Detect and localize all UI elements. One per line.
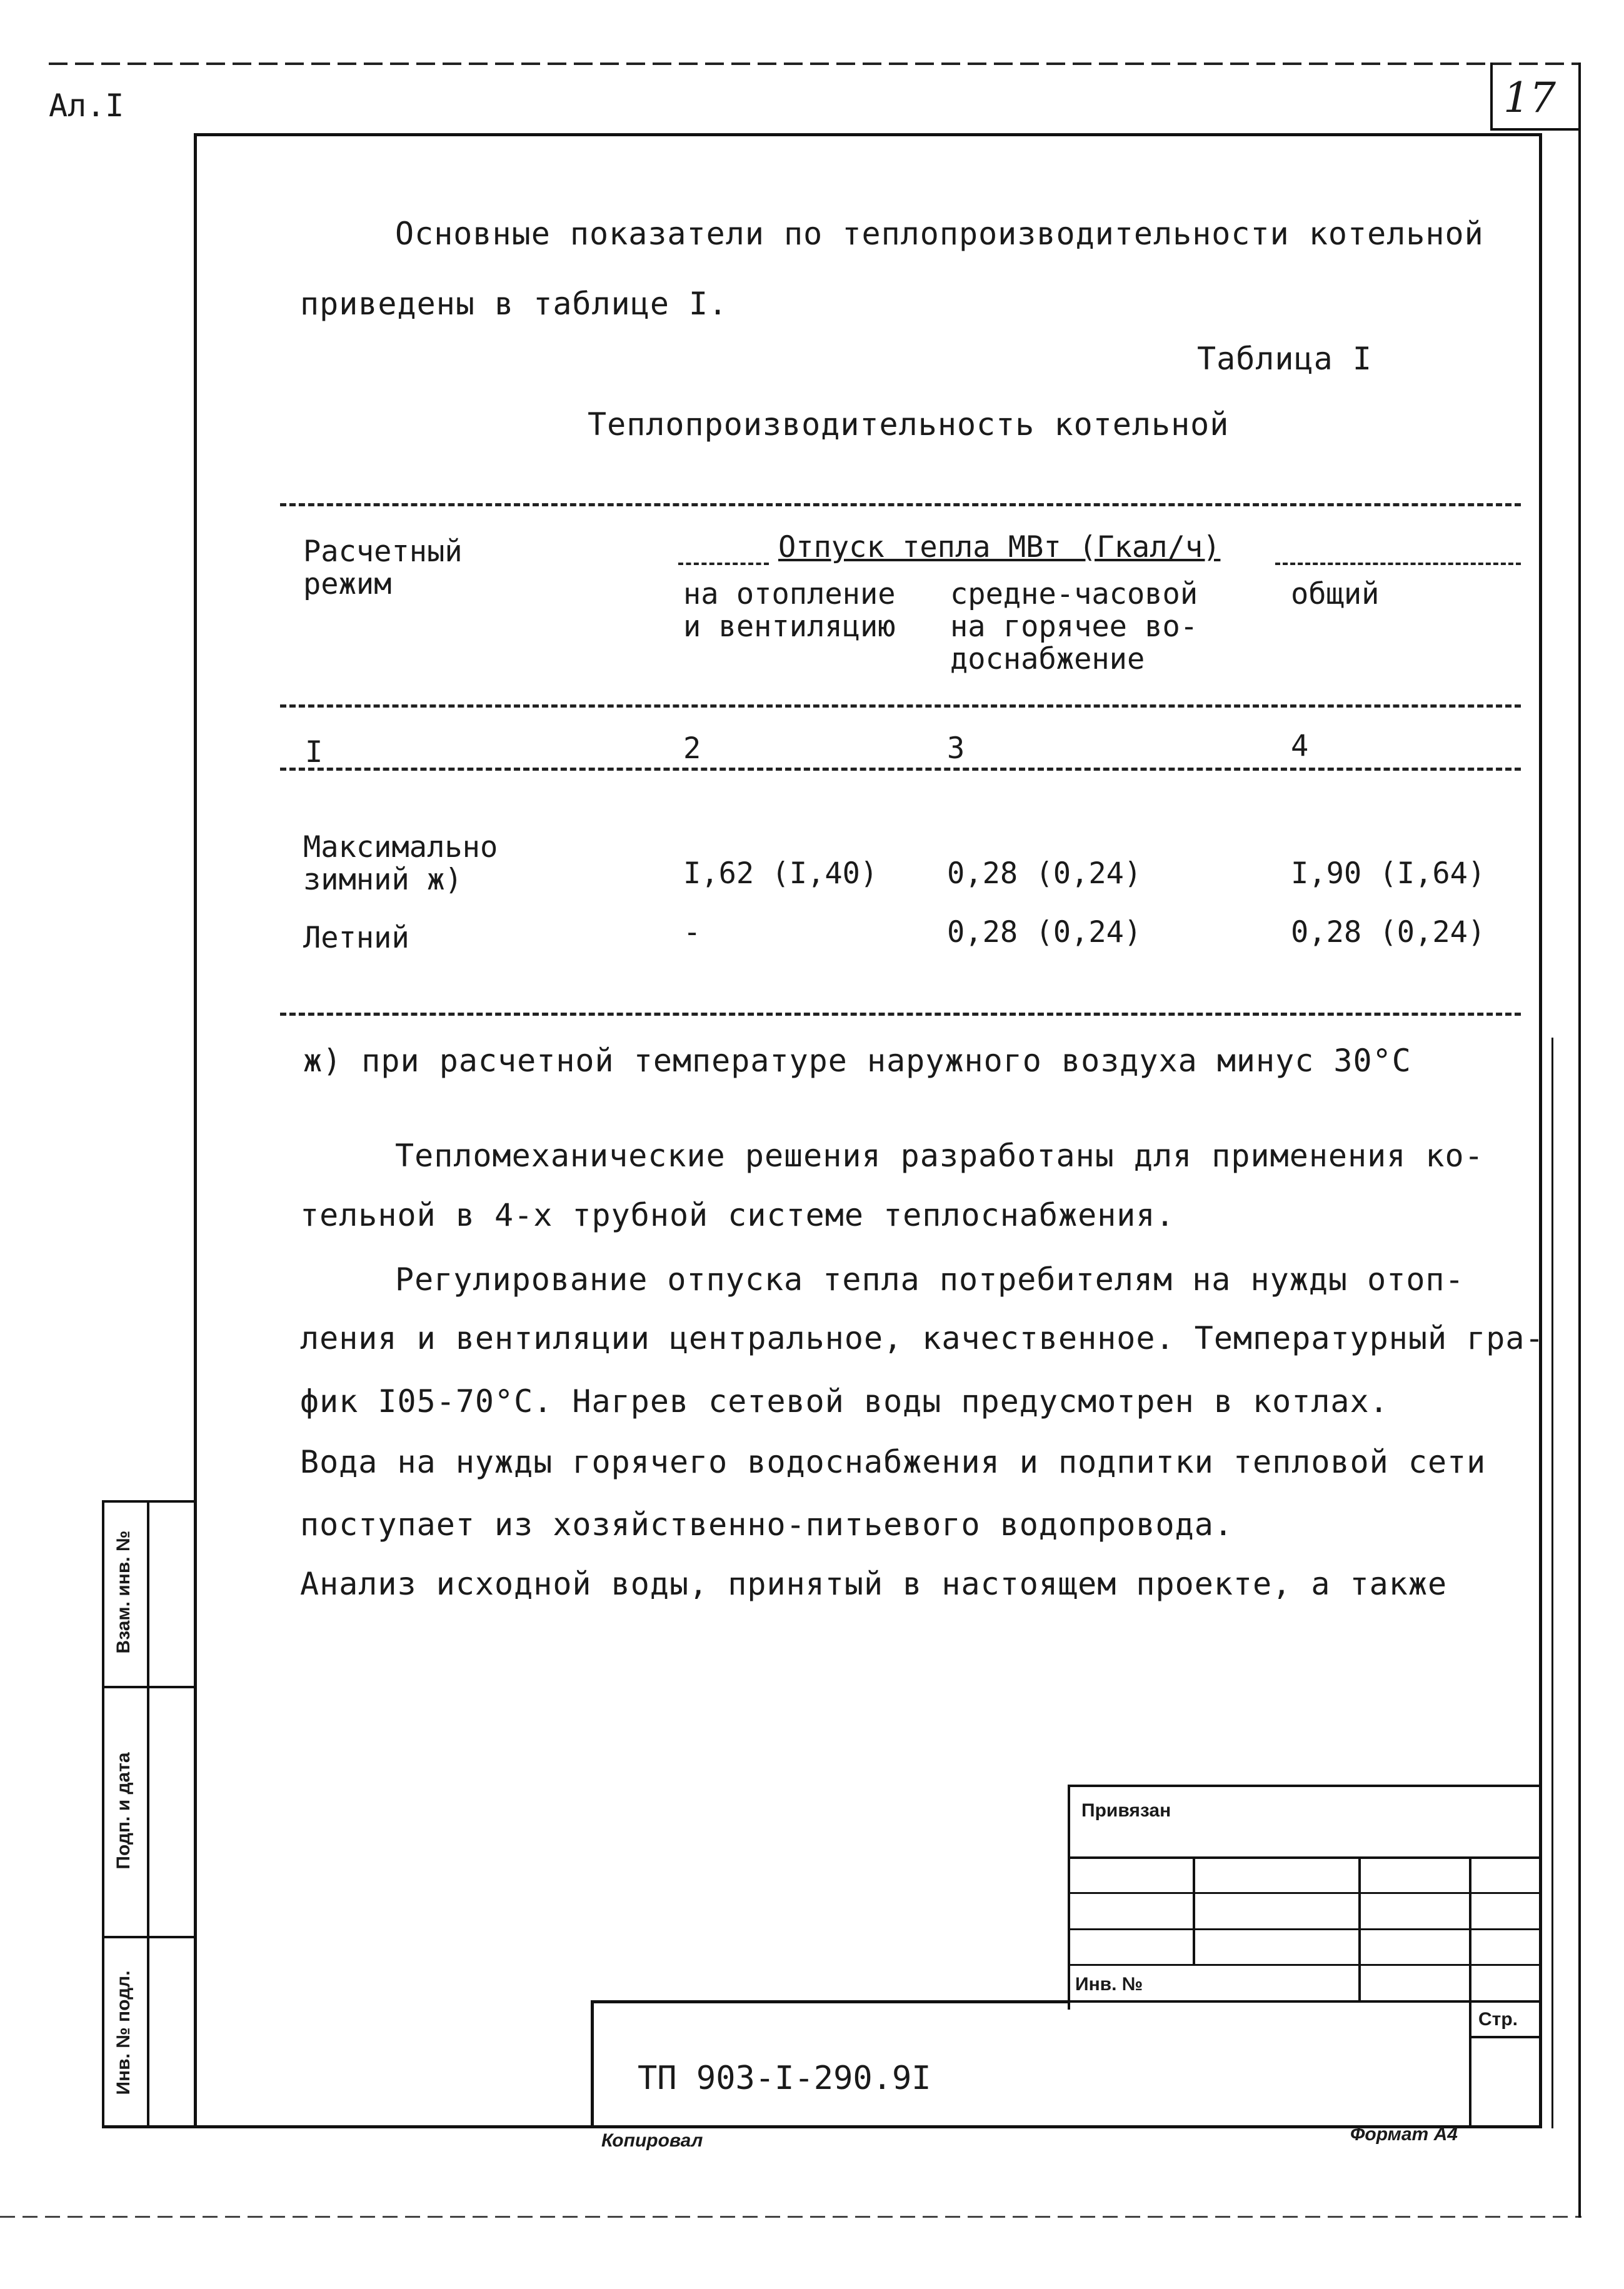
tb-vcol2 (1358, 1856, 1361, 2001)
podp-data-label: Подп. и дата (113, 1752, 134, 1870)
group-header-dash-left (678, 563, 769, 565)
paragraph-line: Анализ исходной воды, принятый в настоящем проекте, а также (300, 1566, 1448, 1602)
outer-top-border (49, 63, 1580, 65)
col-header-mode: Расчетный режим (303, 534, 463, 601)
frame-left (194, 133, 197, 2128)
sheet-code: Ал.I (49, 88, 124, 124)
tb-page-row (1469, 2036, 1541, 2038)
table-footnote: ж) при расчетной температуре наружного воздуха минус 30°С (303, 1043, 1411, 1079)
side-stamp-left (102, 1500, 104, 2128)
paragraph-line: тельной в 4-х трубной системе теплоснабжения. (300, 1197, 1175, 1233)
col-group-header: Отпуск тепла МВт (Гкал/ч) (778, 530, 1221, 564)
tb-upper-top (1068, 1785, 1541, 1787)
row-heating: - (683, 915, 701, 949)
privyazan-label: Привязан (1081, 1800, 1171, 1821)
tb-upper-left (1068, 1785, 1070, 2010)
page-label: Стр. (1478, 2009, 1518, 2030)
vzam-inv-label: Взам. инв. № (113, 1530, 134, 1654)
side-stamp-div2 (102, 1936, 196, 1938)
format-label: Формат А4 (1350, 2124, 1458, 2145)
row-hot-water: 0,28 (0,24) (947, 915, 1142, 949)
tb-lower-left (591, 2000, 594, 2128)
row-hot-water: 0,28 (0,24) (947, 856, 1142, 891)
table-label: Таблица I (1197, 341, 1372, 377)
outer-bottom-border (0, 2216, 1581, 2218)
row-total: 0,28 (0,24) (1291, 915, 1486, 949)
page-box-left (1490, 63, 1493, 130)
table-rule-bottom (280, 1013, 1521, 1016)
inv-no-label: Инв. № (1075, 1974, 1143, 1995)
paragraph-line: фик I05-70°С. Нагрев сетевой воды предусмотрен в котлах. (300, 1383, 1389, 1420)
paragraph-line: Вода на нужды горячего водоснабжения и подпитки тепловой сети (300, 1444, 1486, 1480)
col-number-1: I (305, 735, 323, 769)
table-rule-numbers (280, 768, 1521, 771)
frame-right-outer (1551, 1038, 1553, 2128)
paragraph-line: Тепломеханические решения разработаны для применения ко- (395, 1138, 1484, 1174)
side-stamp-mid (147, 1500, 149, 2128)
tb-lower-top (591, 2000, 1069, 2003)
page-number: 17 (1503, 74, 1556, 122)
intro-line-1: Основные показатели по теплопроизводительности котельной (395, 216, 1484, 252)
row-heating: I,62 (I,40) (683, 856, 878, 891)
tb-vcol3 (1469, 1856, 1471, 2125)
side-stamp-top (102, 1500, 196, 1503)
inv-podl-label: Инв. № подл. (113, 1970, 134, 2095)
paragraph-line: Регулирование отпуска тепла потребителям на нужды отоп- (395, 1261, 1465, 1298)
copied-label: Копировал (601, 2130, 703, 2151)
col-header-heating: на отопление и вентиляцию (683, 577, 896, 644)
side-stamp-div1 (102, 1686, 196, 1688)
table-rule-top (280, 503, 1521, 506)
col-number-3: 3 (947, 731, 965, 766)
group-header-dash-right (1275, 563, 1521, 565)
tb-vcol1 (1193, 1856, 1195, 1966)
intro-line-2: приведены в таблице I. (300, 286, 728, 322)
outer-right-border (1578, 63, 1581, 2218)
col-header-total: общий (1291, 577, 1380, 611)
row-mode: Максимально зимний ж) (303, 830, 498, 897)
paragraph-line: поступает из хозяйственно-питьевого водопровода. (300, 1506, 1233, 1543)
paragraph-line: ления и вентиляции центральное, качественное. Температурный гра- (300, 1320, 1545, 1356)
table-rule-header (280, 704, 1521, 708)
col-number-2: 2 (683, 731, 701, 766)
document-code: ТП 903-I-290.9I (638, 2060, 931, 2097)
col-number-4: 4 (1291, 729, 1309, 763)
row-total: I,90 (I,64) (1291, 856, 1486, 891)
page-box-bottom (1490, 128, 1581, 131)
frame-bottom (103, 2125, 1542, 2128)
row-mode: Летний (303, 921, 409, 955)
frame-right (1539, 133, 1542, 2128)
frame-top (194, 133, 1541, 136)
table-title: Теплопроизводительность котельной (588, 406, 1230, 443)
col-header-hot-water: средне-часовой на горячее во- доснабжение (950, 577, 1198, 676)
